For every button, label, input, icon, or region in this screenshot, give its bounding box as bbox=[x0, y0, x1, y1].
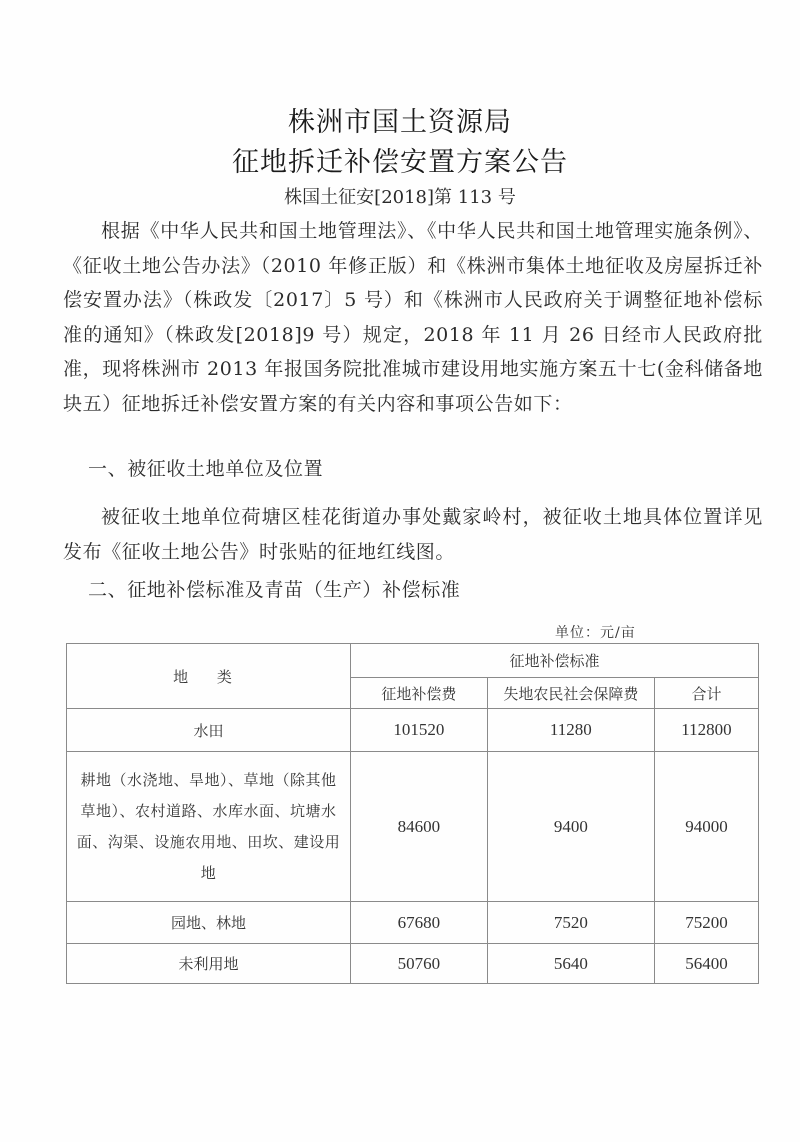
section-heading-2: 二、征地补偿标准及青苗（生产）补偿标准 bbox=[88, 579, 461, 601]
table-row bbox=[67, 902, 759, 944]
header-landtype: 地 类 bbox=[67, 644, 351, 709]
cell-compensation: 50760 bbox=[351, 944, 488, 984]
cell-total: 94000 bbox=[654, 752, 758, 902]
cell-social-security: 7520 bbox=[487, 902, 654, 944]
cell-compensation: 101520 bbox=[351, 709, 488, 752]
cell-landtype: 园地、林地 bbox=[67, 902, 351, 944]
cell-social-security: 5640 bbox=[487, 944, 654, 984]
table-header-row bbox=[67, 644, 759, 678]
cell-compensation: 84600 bbox=[351, 752, 488, 902]
table-unit-label: 单位：元/亩 bbox=[555, 625, 636, 641]
intro-paragraph: 根据《中华人民共和国土地管理法》、《中华人民共和国土地管理实施条例》、《征收土地公告办法》（2010 年修正版）和《株洲市集体土地征收及房屋拆迁补偿安置办法》（株政发〔2017〕5 号）和《株洲市人民政府关于调整征地补偿标准的通知》（株政发[2018]9 号）规定，2018 年 11 月 26 日经市人民政府批准，现将株洲市 2013 年报国务院批准城市建设用地实施方案五十七(金科储备地块五）征地拆迁补偿安置方案的有关内容和事项公告如下： bbox=[63, 220, 763, 415]
document-title: 征地拆迁补偿安置方案公告 bbox=[232, 147, 568, 178]
compensation-table bbox=[66, 643, 759, 984]
cell-total: 56400 bbox=[654, 944, 758, 984]
cell-total: 75200 bbox=[654, 902, 758, 944]
header-compensation-fee: 征地补偿费 bbox=[351, 678, 488, 709]
cell-landtype: 耕地（水浇地、旱地）、草地（除其他草地）、农村道路、水库水面、坑塘水面、沟渠、设施农用地、田坎、建设用地 bbox=[67, 752, 351, 902]
document-number: 株国土征安[2018]第 113 号 bbox=[284, 187, 516, 208]
header-compensation-standard: 征地补偿标准 bbox=[351, 644, 759, 678]
cell-landtype: 水田 bbox=[67, 709, 351, 752]
section-heading-1: 一、被征收土地单位及位置 bbox=[88, 458, 324, 480]
table-row bbox=[67, 944, 759, 984]
header-social-security-fee: 失地农民社会保障费 bbox=[487, 678, 654, 709]
header-total: 合计 bbox=[654, 678, 758, 709]
document-title-issuer: 株洲市国土资源局 bbox=[288, 107, 512, 138]
cell-landtype: 未利用地 bbox=[67, 944, 351, 984]
table-row bbox=[67, 709, 759, 752]
table-row bbox=[67, 752, 759, 902]
location-paragraph: 被征收土地单位荷塘区桂花街道办事处戴家岭村，被征收土地具体位置详见发布《征收土地公告》时张贴的征地红线图。 bbox=[63, 506, 763, 563]
cell-total: 112800 bbox=[654, 709, 758, 752]
cell-social-security: 11280 bbox=[487, 709, 654, 752]
cell-social-security: 9400 bbox=[487, 752, 654, 902]
cell-compensation: 67680 bbox=[351, 902, 488, 944]
